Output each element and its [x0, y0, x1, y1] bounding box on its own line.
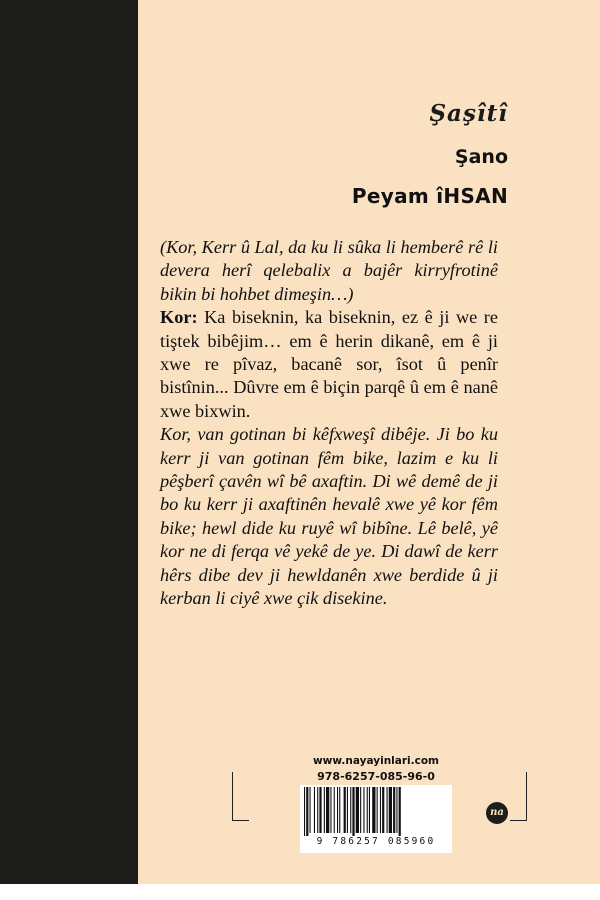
barcode-bar [356, 787, 359, 833]
barcode-bar [367, 787, 368, 833]
barcode-bar [337, 787, 338, 833]
barcode-bar [324, 787, 325, 833]
barcode-bar [389, 787, 392, 833]
speaker-label: Kor: [160, 307, 198, 328]
barcode-bar [347, 787, 348, 833]
barcode-bar [377, 787, 378, 833]
barcode-bar [304, 787, 305, 837]
barcode-digits: 9 786257 085960 [302, 836, 450, 847]
barcode-bar [363, 787, 364, 833]
barcode-bar [396, 787, 397, 833]
bottom-margin [0, 884, 600, 900]
isbn-number: 978-6257-085-96-0 [317, 770, 435, 783]
publisher-logo-icon: na [486, 802, 508, 824]
barcode-bar [380, 787, 381, 833]
book-spine [0, 0, 138, 884]
barcode-bar [350, 787, 351, 833]
author-name: Peyam îHSAN [351, 184, 508, 208]
barcode-bar [399, 787, 401, 837]
frame-bracket-left [232, 772, 249, 821]
barcode-bar [310, 787, 311, 833]
barcode-bar [339, 787, 340, 833]
barcode-bar [314, 787, 315, 833]
barcode-bar [330, 787, 331, 833]
subtitle: Şano [454, 146, 508, 168]
barcode-bar [317, 787, 318, 833]
barcode-bar [334, 787, 335, 833]
barcode-bar [360, 787, 361, 833]
blurb-text [160, 236, 498, 611]
barcode-bar [369, 787, 370, 833]
barcode-bar [372, 787, 375, 833]
publisher-website: www.nayayinlari.com [312, 755, 439, 767]
blurb-closing: Kor, van gotinan bi kêfxweşî dibêje. Ji bo ku kerr ji van gotinan fêm bike, lazim e ku li pêşberî çavên wî bê axaftin. Di wê demê de ji bo ku kerr ji axaftinên hevalê xwe yê kor fêm bike; hewl dide ku ruyê wî bibîne. Lê belê, yê kor ne di ferqa vê yekê de ye. Di dawî de kerr hêrs dibe dev ji hewldanên xwe berdide û ji kerban li ciyê xwe çik disekine. [160, 424, 498, 609]
barcode-bar [382, 787, 384, 833]
barcode-bar [306, 787, 308, 837]
genre-heading: Şaşîtî [429, 100, 508, 127]
frame-bracket-right [510, 772, 527, 821]
blurb-speech [160, 306, 498, 423]
blurb-intro: (Kor, Kerr û Lal, da ku li sûka li hemberê rê li devera herî qelebalix a bajêr kirryfrotinê bikin bi hohbet dimeşin…) [160, 237, 498, 304]
barcode-bar [387, 787, 388, 833]
barcode-bar [393, 787, 395, 833]
barcode-bar [344, 787, 346, 833]
barcode-bar [319, 787, 321, 833]
barcode-bar [326, 787, 329, 833]
barcode-bars-icon [300, 785, 452, 837]
speech-text: Ka biseknin, ka biseknin, ez ê ji we re tiştek bibêjim… em ê herin dikanê, em ê ji xwe re pîvaz, bacanê sor, îsot û penîr bistînin... Dûvre em ê biçin parqê û em ê nanê xwe bixwin. [160, 307, 498, 421]
barcode-bar [352, 787, 354, 837]
